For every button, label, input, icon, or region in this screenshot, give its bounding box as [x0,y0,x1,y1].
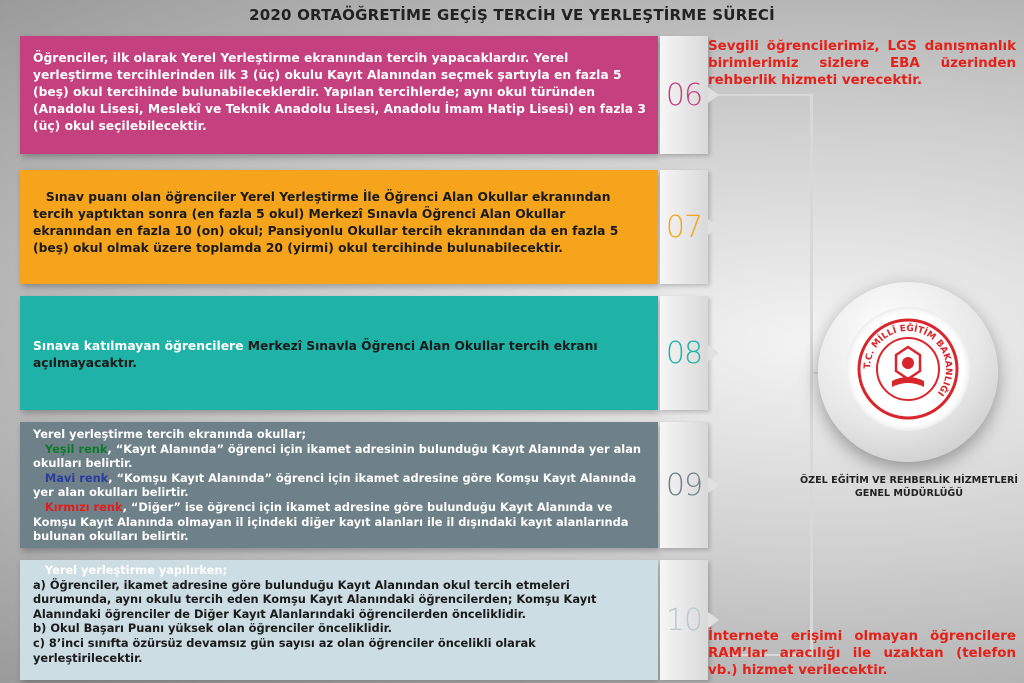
step-09-panel [20,422,658,548]
blue-label: Mavi renk [44,470,109,485]
step-09-red-row: Kırmızı renk, “Diğer” ise öğrenci için ikamet adresine göre bulunduğu Kayıt Alanında ve Komşu Kayıt Alanında olmayan il içindeki diğer kayıt alanları ile il dışındaki kayıt alanlarında bulunan okulları belirtir. [33,499,629,544]
green-text: öğrenci için ikamet adresinin bulunduğu Kayıt Alanında yer alan okulları belirtir. [33,441,641,471]
step-07-panel [20,170,658,284]
note-bottom: İnternete erişimi olmayan öğrencilere RAM’lar aracılığı ile uzaktan (telefon vb.) hizmet verilecektir. [708,629,1016,678]
step-06-panel [20,36,658,154]
step-10-item-c: c) 8’inci sınıfta özürsüz devamsız gün sayısı az olan öğrenciler öncelikli olarak yerleştirilecektir. [33,635,536,665]
step-10-panel [20,560,658,680]
connector-06 [718,94,813,96]
red-label: Kırmızı renk [44,499,123,514]
blue-area: “Komşu Kayıt Alanında” [116,470,272,485]
step-10-item-a: a) Öğrenciler, ikamet adresine göre bulunduğu Kayıt Alanından okul tercih etmeleri durumunda, aynı okulu tercih eden Komşu Kayıt Alanındaki öğrencilerden; Komşu Kayıt Alanındaki öğrenciler de Diğer Kayıt Alanlarındaki öğrencilerden önceliklidir. [33,577,597,621]
org-name: ÖZEL EĞİTİM VE REHBERLİK HİZMETLERİ GENEL MÜDÜRLÜĞÜ [800,475,1018,499]
step-08-number: 08 [660,296,708,410]
page-title: 2020 ORTAÖĞRETİME GEÇİŞ TERCİH VE YERLEŞTİRME SÜRECİ [249,6,775,24]
step-10-item-b: b) Okul Başarı Puanı yüksek olan öğrenciler önceliklidir. [33,621,392,636]
step-09-green-row: Yeşil renk, “Kayıt Alanında” öğrenci için ikamet adresinin bulunduğu Kayıt Alanında yer alan okulları belirtir. [33,441,641,471]
step-09-number: 09 [660,422,708,548]
step-07-number: 07 [660,170,708,284]
green-label: Yeşil renk [44,441,108,456]
step-08-text: Merkezî Sınavla Öğrenci Alan Okullar tercih ekranı açılmayacaktır. [33,339,598,370]
seal-circle [818,282,998,462]
blue-text: öğrenci için ikamet adresine göre Komşu Kayıt Alanında yer alan okulları belirtir. [33,470,637,500]
step-09-intro: Yerel yerleştirme tercih ekranında okullar; [33,427,307,441]
step-06-text: ilk olarak Yerel Yerleştirme ekranından tercih yapacaklardır. Yerel yerleştirme tercihlerinden ilk 3 (üç) okulu Kayıt Alanından seçmek şartıyla en fazla 5 (beş) okul tercihinde bulunabileceklerdir. Yapılan tercihlerde; aynı okul türünden (Anadolu Lisesi, Meslekî ve Teknik Anadolu Lisesi, Anadolu İmam Hatip Lisesi) en fazla 3 (üç) okul seçilebilecektir. [33,51,646,133]
connector-vertical [810,94,813,654]
step-06-number: 06 [660,36,708,154]
red-text: ise öğrenci için ikamet adresine göre bulunduğu Kayıt Alanında ve Komşu Kayıt Alanında olmayan il içindeki diğer kayıt alanları ile il dışındaki kayıt alanlarında bulunan okulları belirtir. [33,499,629,544]
meb-seal-icon [856,317,960,421]
step-10-intro-text: Yerel yerleştirme yapılırken; [44,563,228,577]
seal-text: T.C. MİLLÎ EĞİTİM BAKANLIĞI [862,323,954,398]
step-09-blue-row: Mavi renk, “Komşu Kayıt Alanında” öğrenci için ikamet adresine göre Komşu Kayıt Alanında yer alan okulları belirtir. [33,470,637,500]
step-10-number: 10 [660,560,708,680]
green-area: “Kayıt Alanında” [115,441,224,456]
red-area: “Diğer” [130,499,181,514]
step-07-lead: Sınav puanı olan öğrenciler [45,190,236,204]
step-08-panel [20,296,658,410]
step-08-lead: Sınava katılmayan öğrencilere [33,339,244,353]
step-07-text: Yerel Yerleştirme İle Öğrenci Alan Okullar ekranından tercih yaptıktan sonra (en fazla 5 okul) Merkezî Sınavla Öğrenci Alan Okullar ekranından en fazla 10 (on) okul; Pansiyonlu Okullar tercih ekranından da en fazla 5 (beş) okul olmak üzere toplamda 20 (yirmi) okul tercihinde bulunabilecektir. [33,190,619,255]
seal-inner [846,307,970,431]
step-10-intro [33,563,648,578]
note-top: Sevgili öğrencilerimiz, LGS danışmanlık birimlerimiz sizlere EBA üzerinden rehberlik hizmeti verecektir. [708,39,1016,88]
step-06-lead: Öğrenciler, [33,51,109,65]
